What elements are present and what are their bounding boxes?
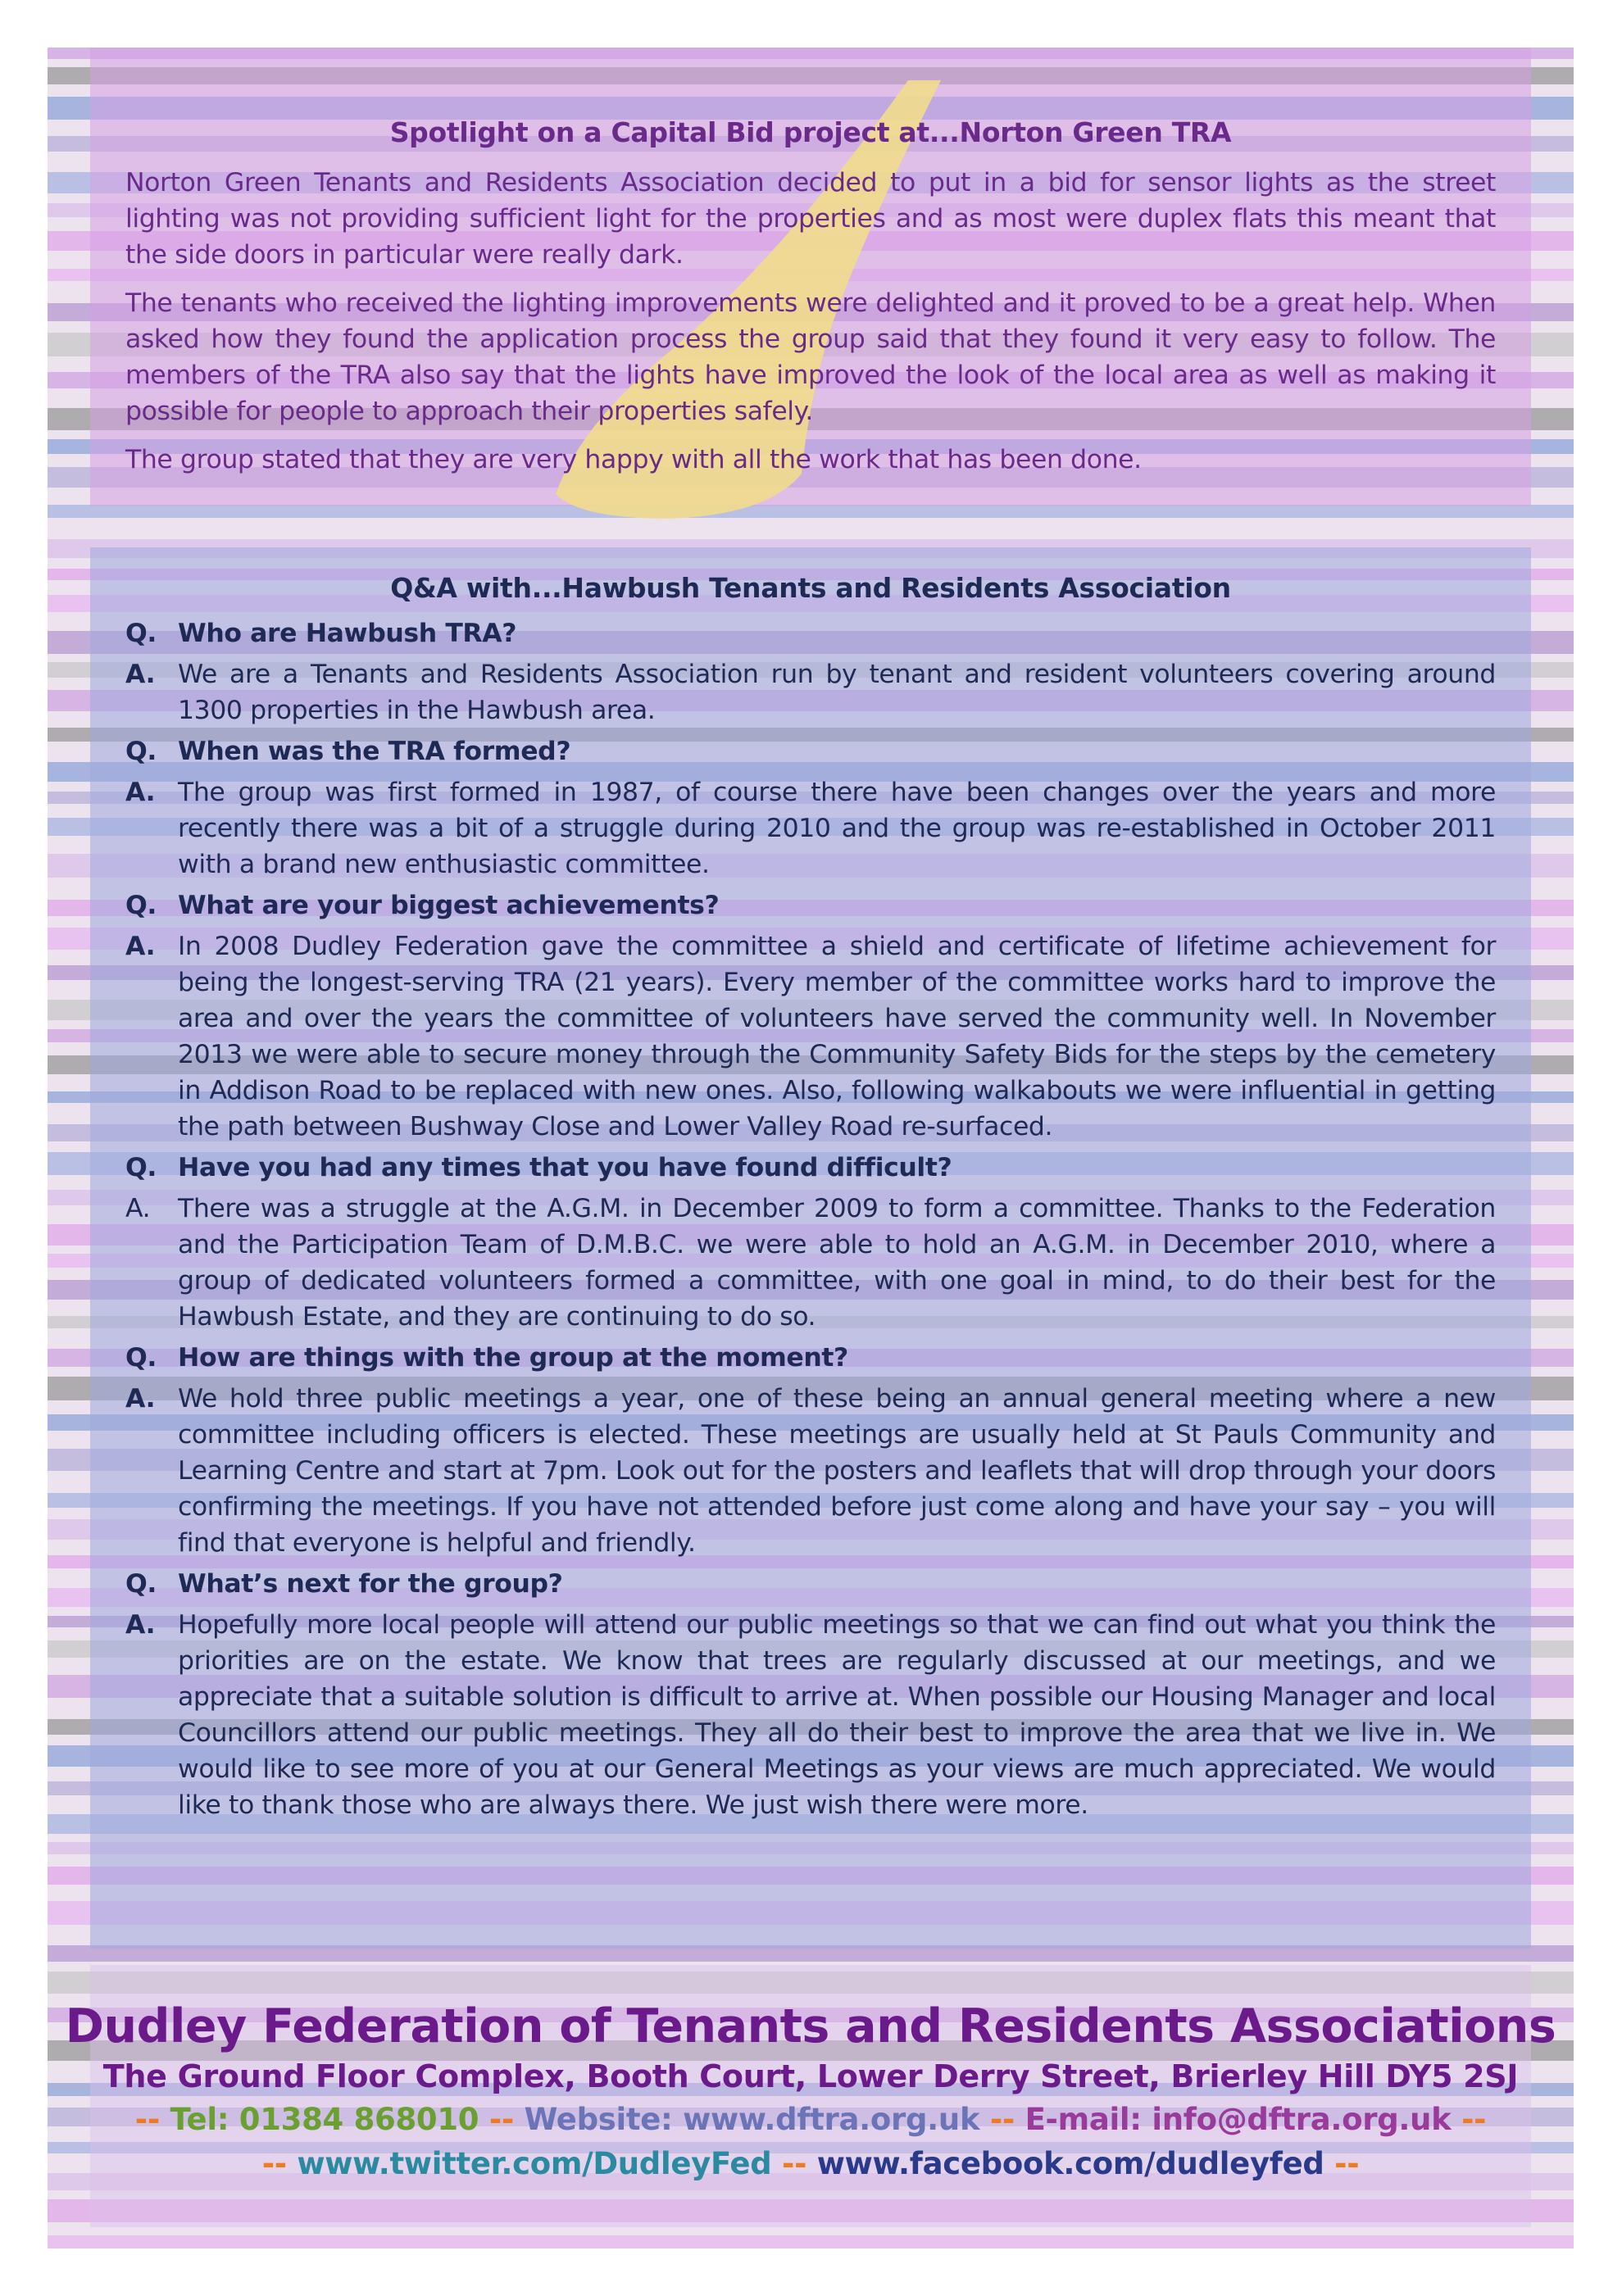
website-link[interactable]: Website: www.dftra.org.uk [524, 2102, 980, 2137]
qa-answer [125, 1381, 1496, 1561]
answer-label: A. [125, 1194, 151, 1223]
answer-text: In 2008 Dudley Federation gave the committee a shield and certificate of lifetime achievement for being the longest-serving TRA (21 years). Every member of the committee works hard to improve the area and over the years the committee of volunteers have served the community well. In November 2013 we were able to secure money through the Community Safety Bids for the steps by the cemetery in Addison Road to be replaced with new ones. Also, following walkabouts we were influential in getting the path between Bushway Close and Lower Valley Road re-surfaced. [178, 932, 1496, 1141]
organisation-address: The Ground Floor Complex, Booth Court, Lower Derry Street, Brierley Hill DY5 2SJ [102, 2058, 1519, 2094]
question-text: Have you had any times that you have found difficult? [178, 1153, 952, 1182]
question-label: Q. [125, 891, 157, 920]
spotlight-paragraph: The tenants who received the lighting improvements were delighted and it proved to be a great help. When asked how they found the application process the group said that they found it very easy to follow. The members of the TRA also say that the lights have improved the look of the local area as well as making it possible for people to approach their properties safely. [125, 288, 1496, 426]
spotlight-title: Spotlight on a Capital Bid project at...Norton Green TRA [389, 116, 1232, 148]
organisation-name: Dudley Federation of Tenants and Residents Associations [65, 1999, 1556, 2053]
question-label: Q. [125, 1153, 157, 1182]
answer-text: We hold three public meetings a year, one of these being an annual general meeting where a new committee including officers is elected. These meetings are usually held at St Pauls Community and Learning Centre and start at 7pm. Look out for the posters and leaflets that will drop through your doors confirming the meetings. If you have not attended before just come along and have your say – you will find that everyone is helpful and friendly. [178, 1384, 1496, 1558]
answer-text: Hopefully more local people will attend our public meetings so that we can find out what you think the priorities are on the estate. We know that trees are regularly discussed at our meetings, and we appreciate that a suitable solution is difficult to arrive at. When possible our Housing Manager and local Councillors attend our public meetings. They all do their best to improve the area that we live in. We would like to see more of you at our General Meetings as your views are much appreciated. We would like to thank those who are always there. We just wish there were more. [178, 1610, 1496, 1820]
twitter-link[interactable]: www.twitter.com/DudleyFed [297, 2146, 772, 2181]
answer-label: A. [125, 1610, 156, 1640]
qa-question [125, 615, 1496, 651]
question-label: Q. [125, 1343, 157, 1373]
facebook-link[interactable]: www.facebook.com/dudleyfed [816, 2146, 1324, 2181]
separator: -- [1461, 2102, 1487, 2137]
telephone: Tel: 01384 868010 [170, 2102, 479, 2137]
question-text: What are your biggest achievements? [178, 891, 720, 920]
separator: -- [782, 2146, 807, 2181]
qa-question [125, 887, 1496, 923]
question-label: Q. [125, 619, 157, 648]
spotlight-paragraph: The group stated that they are very happy with all the work that has been done. [125, 445, 1142, 474]
answer-label: A. [125, 660, 156, 689]
qa-question [125, 733, 1496, 769]
qa-section [125, 572, 1496, 1828]
contact-line [48, 2098, 1574, 2142]
social-line [48, 2142, 1574, 2186]
page [48, 48, 1574, 2248]
question-label: Q. [125, 1569, 157, 1599]
background-stripe [48, 2235, 1574, 2248]
question-text: Who are Hawbush TRA? [178, 619, 517, 648]
spotlight-paragraph: Norton Green Tenants and Residents Association decided to put in a bid for sensor lights as the street lighting was not providing sufficient light for the properties and as most were duplex flats this meant that the side doors in particular were really dark. [125, 168, 1496, 270]
answer-text: We are a Tenants and Residents Association run by tenant and resident volunteers covering around 1300 properties in the Hawbush area. [178, 660, 1496, 725]
answer-label: A. [125, 1384, 156, 1413]
qa-question [125, 1566, 1496, 1602]
separator: -- [134, 2102, 160, 2137]
question-text: What’s next for the group? [178, 1569, 563, 1599]
qa-answer [125, 774, 1496, 883]
answer-label: A. [125, 932, 156, 961]
question-label: Q. [125, 737, 157, 766]
qa-answer [125, 656, 1496, 728]
separator: -- [989, 2102, 1015, 2137]
qa-answer [125, 1191, 1496, 1335]
qa-title: Q&A with...Hawbush Tenants and Residents Association [390, 572, 1231, 604]
qa-answer [125, 928, 1496, 1145]
answer-label: A. [125, 778, 156, 807]
question-text: How are things with the group at the moment? [178, 1343, 848, 1373]
question-text: When was the TRA formed? [178, 737, 571, 766]
email-link[interactable]: E-mail: info@dftra.org.uk [1025, 2102, 1452, 2137]
qa-question [125, 1150, 1496, 1186]
separator: -- [1334, 2146, 1360, 2181]
qa-answer [125, 1607, 1496, 1823]
footer [48, 1998, 1574, 2186]
answer-text: The group was first formed in 1987, of course there have been changes over the years and more recently there was a bit of a struggle during 2010 and the group was re-established in October 2011 with a brand new enthusiastic committee. [178, 778, 1496, 879]
spotlight-section [125, 116, 1496, 490]
separator: -- [488, 2102, 514, 2137]
separator: -- [261, 2146, 287, 2181]
qa-question [125, 1340, 1496, 1376]
answer-text: There was a struggle at the A.G.M. in December 2009 to form a committee. Thanks to the Federation and the Participation Team of D.M.B.C. we were able to hold an A.G.M. in December 2010, where a group of dedicated volunteers formed a committee, with one goal in mind, to do their best for the Hawbush Estate, and they are continuing to do so. [178, 1194, 1496, 1332]
